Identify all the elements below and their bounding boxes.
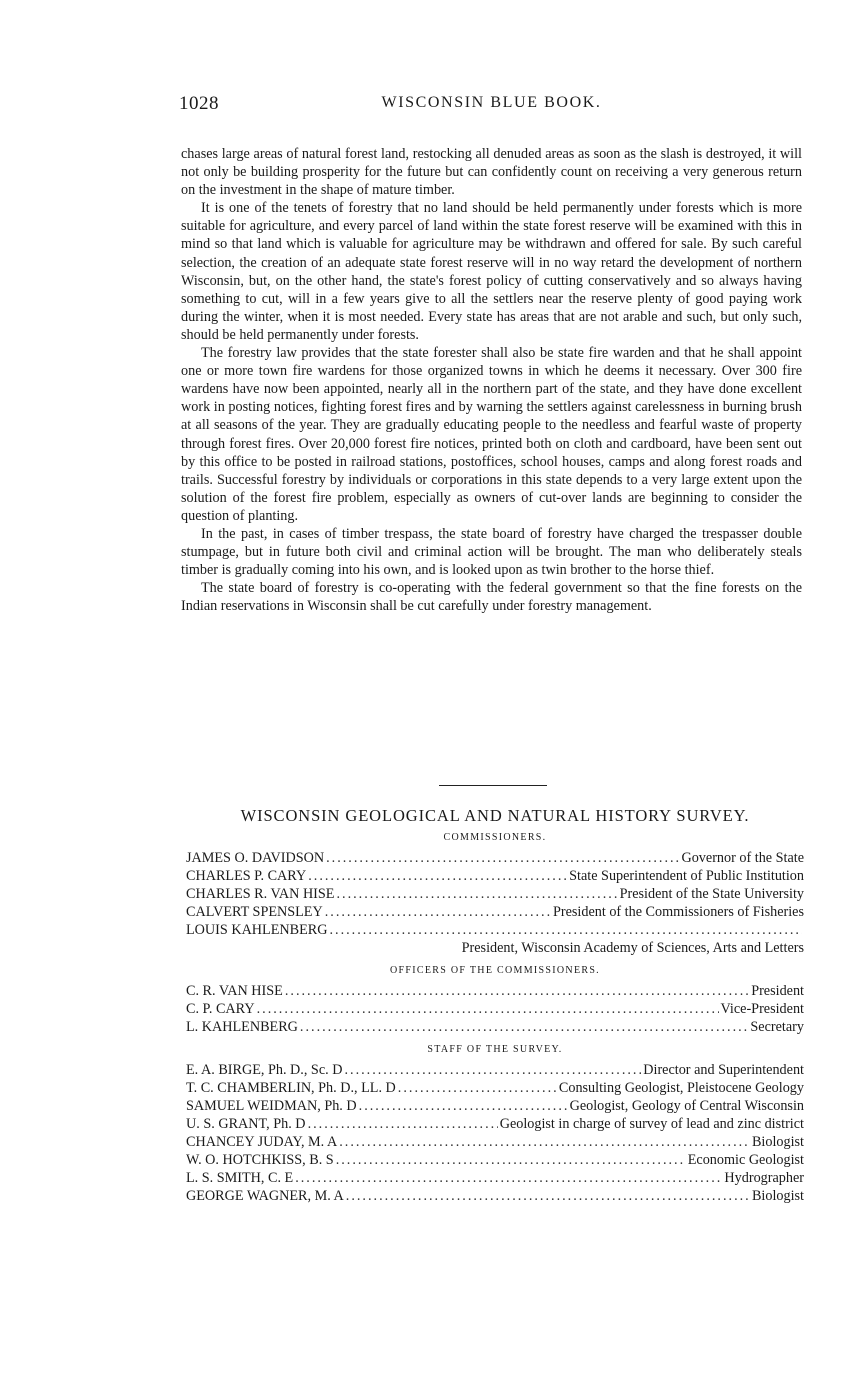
roster-row bbox=[186, 885, 804, 903]
leader-dots bbox=[336, 1151, 686, 1169]
leader-dots bbox=[308, 1115, 498, 1133]
roster-row bbox=[186, 867, 804, 885]
page-number: 1028 bbox=[179, 93, 219, 114]
roster-title: Geologist in charge of survey of lead and zinc district bbox=[499, 1116, 804, 1132]
section-title: WISCONSIN GEOLOGICAL AND NATURAL HISTORY SURVEY. bbox=[240, 806, 750, 825]
survey-section bbox=[186, 806, 804, 1213]
leader-dots bbox=[257, 1000, 719, 1018]
leader-dots bbox=[295, 1169, 722, 1187]
roster-title: Consulting Geologist, Pleistocene Geology bbox=[558, 1080, 804, 1096]
roster-row bbox=[186, 1115, 804, 1133]
roster-row bbox=[186, 1018, 804, 1036]
commissioners-list bbox=[186, 849, 804, 957]
leader-dots bbox=[346, 1187, 750, 1205]
roster-name: U. S. GRANT, Ph. D bbox=[186, 1116, 306, 1132]
leader-dots bbox=[336, 885, 617, 903]
roster-name: CHARLES P. CARY bbox=[186, 868, 307, 884]
roster-name: L. KAHLENBERG bbox=[186, 1019, 298, 1035]
roster-row bbox=[186, 1097, 804, 1115]
leader-dots bbox=[344, 1061, 641, 1079]
roster-title: Governor of the State bbox=[681, 850, 804, 866]
leader-dots bbox=[325, 903, 551, 921]
leader-dots bbox=[308, 867, 567, 885]
leader-dots bbox=[329, 921, 802, 939]
leader-dots bbox=[339, 1133, 750, 1151]
roster-title: Biologist bbox=[751, 1188, 804, 1204]
roster-title: Hydrographer bbox=[724, 1170, 804, 1186]
paragraph: It is one of the tenets of forestry that no land should be held permanently under forests which is more suitable for agriculture, and every parcel of land within the state forest reserve will be examined with this in mind so that land which is valuable for agriculture may be withdrawn and offered for sale. By such careful selection, the creation of an adequate state forest reserve will in no way retard the development of northern Wisconsin, but, on the other hand, the state's forest policy of cutting conservatively and so always having something to cut, will in a few years give to all the settlers near the reserve plenty of good paying work during the winter, when it is most needed. Every state has areas that are not arable and such, but only such, should be held permanently under forests. bbox=[181, 200, 802, 343]
roster-row bbox=[186, 1169, 804, 1187]
leader-dots bbox=[300, 1018, 749, 1036]
leader-dots bbox=[398, 1079, 557, 1097]
paragraph: chases large areas of natural forest land, restocking all denuded areas as soon as the slash is destroyed, it will not only be building prosperity for the future but can confidently count on receiving a very generous return on the investment in the shape of mature timber. bbox=[181, 146, 802, 199]
roster-row bbox=[186, 1061, 804, 1079]
roster-name: E. A. BIRGE, Ph. D., Sc. D bbox=[186, 1062, 343, 1078]
roster-name: W. O. HOTCHKISS, B. S bbox=[186, 1152, 334, 1168]
roster-title: President of the Commissioners of Fisheries bbox=[552, 904, 804, 920]
leader-dots bbox=[326, 849, 679, 867]
roster-name: CALVERT SPENSLEY bbox=[186, 904, 323, 920]
roster-row bbox=[186, 849, 804, 867]
roster-row bbox=[186, 1187, 804, 1205]
leader-dots bbox=[285, 982, 749, 1000]
roster-title: President bbox=[751, 983, 804, 999]
roster-name: C. P. CARY bbox=[186, 1001, 255, 1017]
roster-name: LOUIS KAHLENBERG bbox=[186, 922, 328, 938]
roster-title-continued: President, Wisconsin Academy of Sciences, Arts and Letters bbox=[461, 940, 804, 956]
roster-name: GEORGE WAGNER, M. A bbox=[186, 1188, 344, 1204]
roster-name: L. S. SMITH, C. E bbox=[186, 1170, 294, 1186]
staff-heading: STAFF OF THE SURVEY. bbox=[427, 1044, 563, 1055]
roster-name: CHANCEY JUDAY, M. A bbox=[186, 1134, 338, 1150]
running-head bbox=[179, 93, 804, 119]
roster-title: State Superintendent of Public Institution bbox=[569, 868, 804, 884]
roster-name: T. C. CHAMBERLIN, Ph. D., LL. D bbox=[186, 1080, 396, 1096]
roster-name: C. R. VAN HISE bbox=[186, 983, 283, 999]
roster-row bbox=[186, 1133, 804, 1151]
roster-row bbox=[186, 921, 804, 939]
roster-title: Vice-President bbox=[720, 1001, 804, 1017]
roster-title: Secretary bbox=[750, 1019, 804, 1035]
roster-title: Economic Geologist bbox=[687, 1152, 804, 1168]
forestry-text bbox=[181, 145, 802, 615]
roster-title: Geologist, Geology of Central Wisconsin bbox=[569, 1098, 804, 1114]
roster-name: CHARLES R. VAN HISE bbox=[186, 886, 335, 902]
leader-dots bbox=[359, 1097, 568, 1115]
roster-name: JAMES O. DAVIDSON bbox=[186, 850, 325, 866]
roster-row bbox=[186, 1151, 804, 1169]
paragraph: The state board of forestry is co-operating with the federal government so that the fine forests on the Indian reservations in Wisconsin shall be cut carefully under forestry management. bbox=[181, 580, 802, 615]
roster-name: SAMUEL WEIDMAN, Ph. D bbox=[186, 1098, 357, 1114]
officers-list bbox=[186, 982, 804, 1036]
staff-list bbox=[186, 1061, 804, 1205]
officers-heading: OFFICERS OF THE COMMISSIONERS. bbox=[390, 965, 600, 976]
roster-row bbox=[186, 903, 804, 921]
roster-row bbox=[186, 1000, 804, 1018]
roster-title: Director and Superintendent bbox=[643, 1062, 804, 1078]
roster-row bbox=[186, 1079, 804, 1097]
roster-title: Biologist bbox=[751, 1134, 804, 1150]
paragraph: The forestry law provides that the state forester shall also be state fire warden and that he shall appoint one or more town fire wardens for those organized towns in which he deems it necessary. Over 300 fire wardens have now been appointed, nearly all in the northern part of the state, and they have done excellent work in posting notices, fighting forest fires and by warning the settlers against carelessness in burning brush at all seasons of the year. They are gradually educating people to the needless and fearful waste of property through forest fires. Over 20,000 forest fire notices, printed both on cloth and cardboard, have been sent out by this office to be posted in railroad stations, postoffices, school houses, camps and along forest roads and trails. Successful forestry by individuals or corporations in this state depends to a very large extent upon the solution of the forest fire problem, especially as owners of cut-over lands are beginning to consider the question of planting. bbox=[181, 345, 802, 524]
section-divider bbox=[439, 785, 547, 786]
roster-title: President of the State University bbox=[619, 886, 804, 902]
commissioners-heading: COMMISSIONERS. bbox=[443, 832, 547, 843]
roster-row bbox=[186, 982, 804, 1000]
paragraph: In the past, in cases of timber trespass, the state board of forestry have charged the trespasser double stumpage, but in future both civil and criminal action will be brought. The man who deliberately steals timber is gradually coming into his own, and is looked upon as twin brother to the horse thief. bbox=[181, 525, 802, 579]
running-title: WISCONSIN BLUE BOOK. bbox=[381, 94, 602, 111]
